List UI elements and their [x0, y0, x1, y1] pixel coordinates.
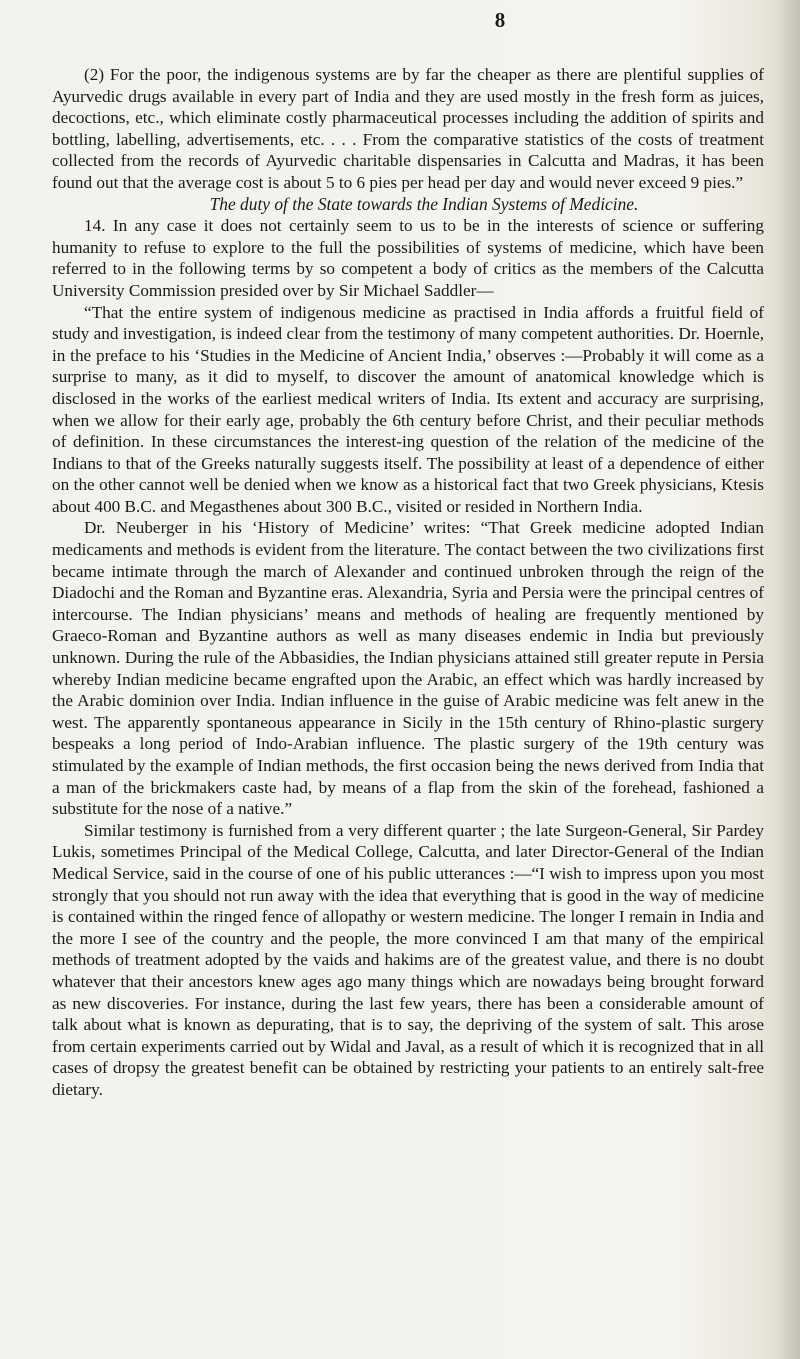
page-edge-shadow [778, 0, 800, 1359]
document-body [52, 64, 764, 1101]
paragraph-2-cost: (2) For the poor, the indigenous systems are by far the cheaper as there are plentiful supplies of Ayurvedic drugs available in every part of India and they are used mostly in the fresh form as juices, decoctions, etc., which eliminate costly pharmaceutical processes including the addition of spirits and bottling, labelling, advertisements, etc. . . . From the comparative statistics of the costs of treatment collected from the records of Ayurvedic charitable dispensaries in Calcutta and Madras, it has been found out that the average cost is about 5 to 6 pies per head per day and would never exceed 9 pies.” [52, 65, 764, 192]
section-heading: The duty of the State towards the Indian Systems of Medicine. [209, 193, 639, 214]
page-number: 8 [494, 8, 506, 32]
paragraph-commission-quote: “That the entire system of indigenous medicine as practised in India affords a fruitful field of study and investigation, is indeed clear from the testimony of many competent authorities. Dr. Hoernle, in the preface to his ‘Studies in the Medicine of Ancient India,’ observes :—Probably it will come as a surprise to many, as it did to myself, to discover the amount of anatomical knowledge which is disclosed in the works of the earliest medical writers of India. Its extent and accuracy are surprising, when we allow for their early age, probably the 6th century before Christ, and their peculiar methods of definition. In these circumstances the interest-ing question of the relation of the medicine of the Indians to that of the Greeks naturally suggests itself. The possibility at least of a dependence of either on the other cannot well be denied when we know as a historical fact that two Greek physicians, Ktesis about 400 B.C. and Megasthenes about 300 B.C., visited or resided in Northern India. [52, 302, 764, 516]
paragraph-lukis: Similar testimony is furnished from a very different quarter ; the late Surgeon-General, Sir Pardey Lukis, sometimes Principal of the Medical College, Calcutta, and later Director-General of the Indian Medical Service, said in the course of one of his public utterances :—“I wish to impress upon you most strongly that you should not run away with the idea that everything that is good in the way of medicine is contained within the ringed fence of allopathy or western medicine. The longer I remain in India and the more I see of the country and the people, the more convinced I am that many of the empirical methods of treatment adopted by the vaids and hakims are of the greatest value, and there is no doubt whatever that their ancestors knew ages ago many things which are nowadays being brought forward as new discoveries. For instance, during the last few years, there has been a considerable amount of talk about what is known as depurating, that is to say, the depriving of the system of salt. This arose from certain experiments carried out by Widal and Javal, as a result of which it is recognized that in all cases of dropsy the greatest benefit can be obtained by restricting your patients to an entirely salt-free dietary. [52, 820, 764, 1099]
paragraph-14: 14. In any case it does not certainly seem to us to be in the interests of science or suffering humanity to refuse to explore to the full the possibilities of systems of medicine, which have been referred to in the following terms by so competent a body of critics as the members of the Calcutta University Commission presided over by Sir Michael Saddler— [52, 216, 764, 300]
paragraph-neuberger: Dr. Neuberger in his ‘History of Medicine’ writes: “That Greek medicine adopted Indian medicaments and methods is evident from the literature. The contact between the two civilizations first became intimate through the march of Alexander and continued unbroken through the reign of the Diadochi and the Roman and Byzantine eras. Alexandria, Syria and Persia were the principal centres of intercourse. The Indian physicians’ means and methods of healing are frequently mentioned by Graeco-Roman and Byzantine authors as well as many diseases endemic in India but previously unknown. During the rule of the Abbasidies, the Indian physicians attained still greater repute in Persia whereby Indian medicine became engrafted upon the Arabic, an effect which was hardly increased by the Arabic dominion over India. Indian influence in the guise of Arabic medicine was felt anew in the west. The apparently spontaneous appearance in Sicily in the 15th century of Rhino-plastic surgery bespeaks a long period of Indo-Arabian influence. The plastic surgery of the 19th century was stimulated by the example of Indian methods, the first occasion being the news derived from India that a man of the brickmakers caste had, by means of a flap from the skin of the forehead, fashioned a substitute for the nose of a native.” [52, 518, 764, 819]
